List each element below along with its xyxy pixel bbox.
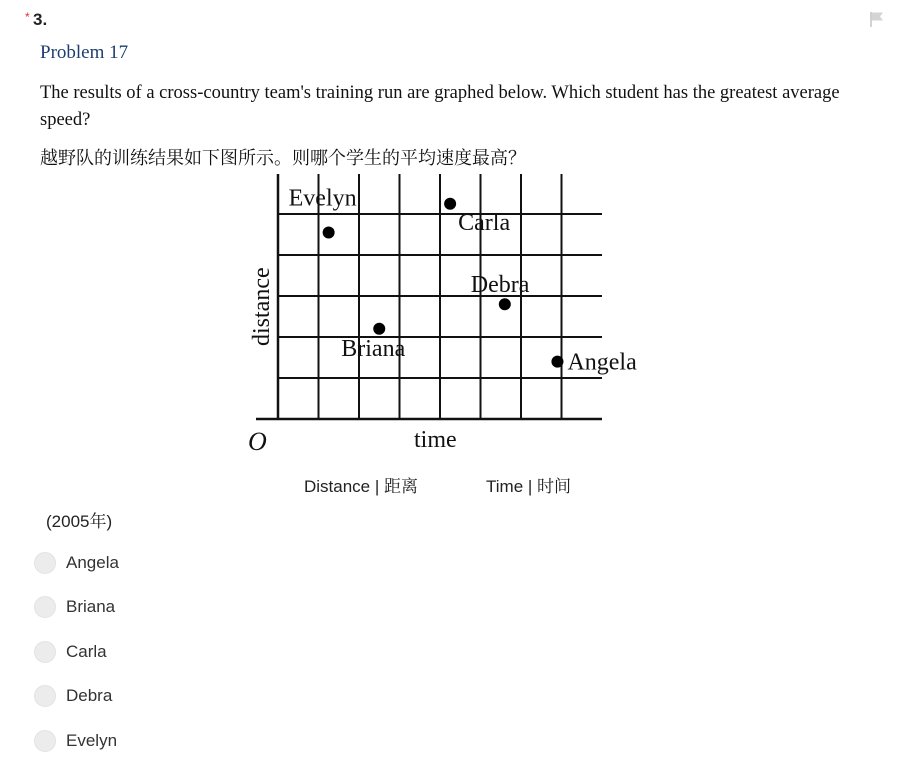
data-point-briana xyxy=(373,323,385,335)
x-axis-label: time xyxy=(414,427,457,453)
y-axis-label: distance xyxy=(249,267,275,346)
point-label-debra: Debra xyxy=(470,272,530,299)
option-label: Angela xyxy=(66,553,119,572)
problem-title: Problem 17 xyxy=(40,42,129,63)
required-mark: * xyxy=(25,10,30,24)
radio-button[interactable] xyxy=(34,641,56,663)
option-label: Debra xyxy=(66,686,113,705)
point-label-carla: Carla xyxy=(458,209,511,236)
question-stem-en: The results of a cross-country team's training run are graphed below. Which student has the greatest average speed? xyxy=(40,83,840,130)
option-carla[interactable] xyxy=(34,639,107,665)
radio-button[interactable] xyxy=(34,685,56,707)
question-number: 3. xyxy=(33,10,48,29)
option-label: Evelyn xyxy=(66,731,118,750)
option-label: Carla xyxy=(66,642,107,661)
origin-label: O xyxy=(248,427,267,456)
data-point-carla xyxy=(444,198,456,210)
data-point-debra xyxy=(499,298,511,310)
radio-button[interactable] xyxy=(34,552,56,574)
flag-icon[interactable] xyxy=(868,10,886,28)
radio-button[interactable] xyxy=(34,730,56,752)
option-evelyn[interactable] xyxy=(34,728,117,754)
data-point-evelyn xyxy=(323,226,335,238)
question-stem-zh: 越野队的训练结果如下图所示。则哪个学生的平均速度最高？ xyxy=(40,148,526,169)
option-angela[interactable] xyxy=(34,550,119,576)
data-point-angela xyxy=(551,356,563,368)
option-briana[interactable] xyxy=(34,594,115,620)
caption-distance: Distance | 距离 xyxy=(304,477,419,496)
option-debra[interactable] xyxy=(34,683,112,709)
point-label-briana: Briana xyxy=(341,335,406,362)
problem-year: (2005年) xyxy=(46,512,113,531)
radio-button[interactable] xyxy=(34,596,56,618)
distance-time-graph xyxy=(236,170,656,460)
point-label-angela: Angela xyxy=(567,349,637,376)
option-label: Briana xyxy=(66,597,116,616)
point-label-evelyn: Evelyn xyxy=(288,185,357,212)
caption-time: Time | 时间 xyxy=(486,477,572,496)
